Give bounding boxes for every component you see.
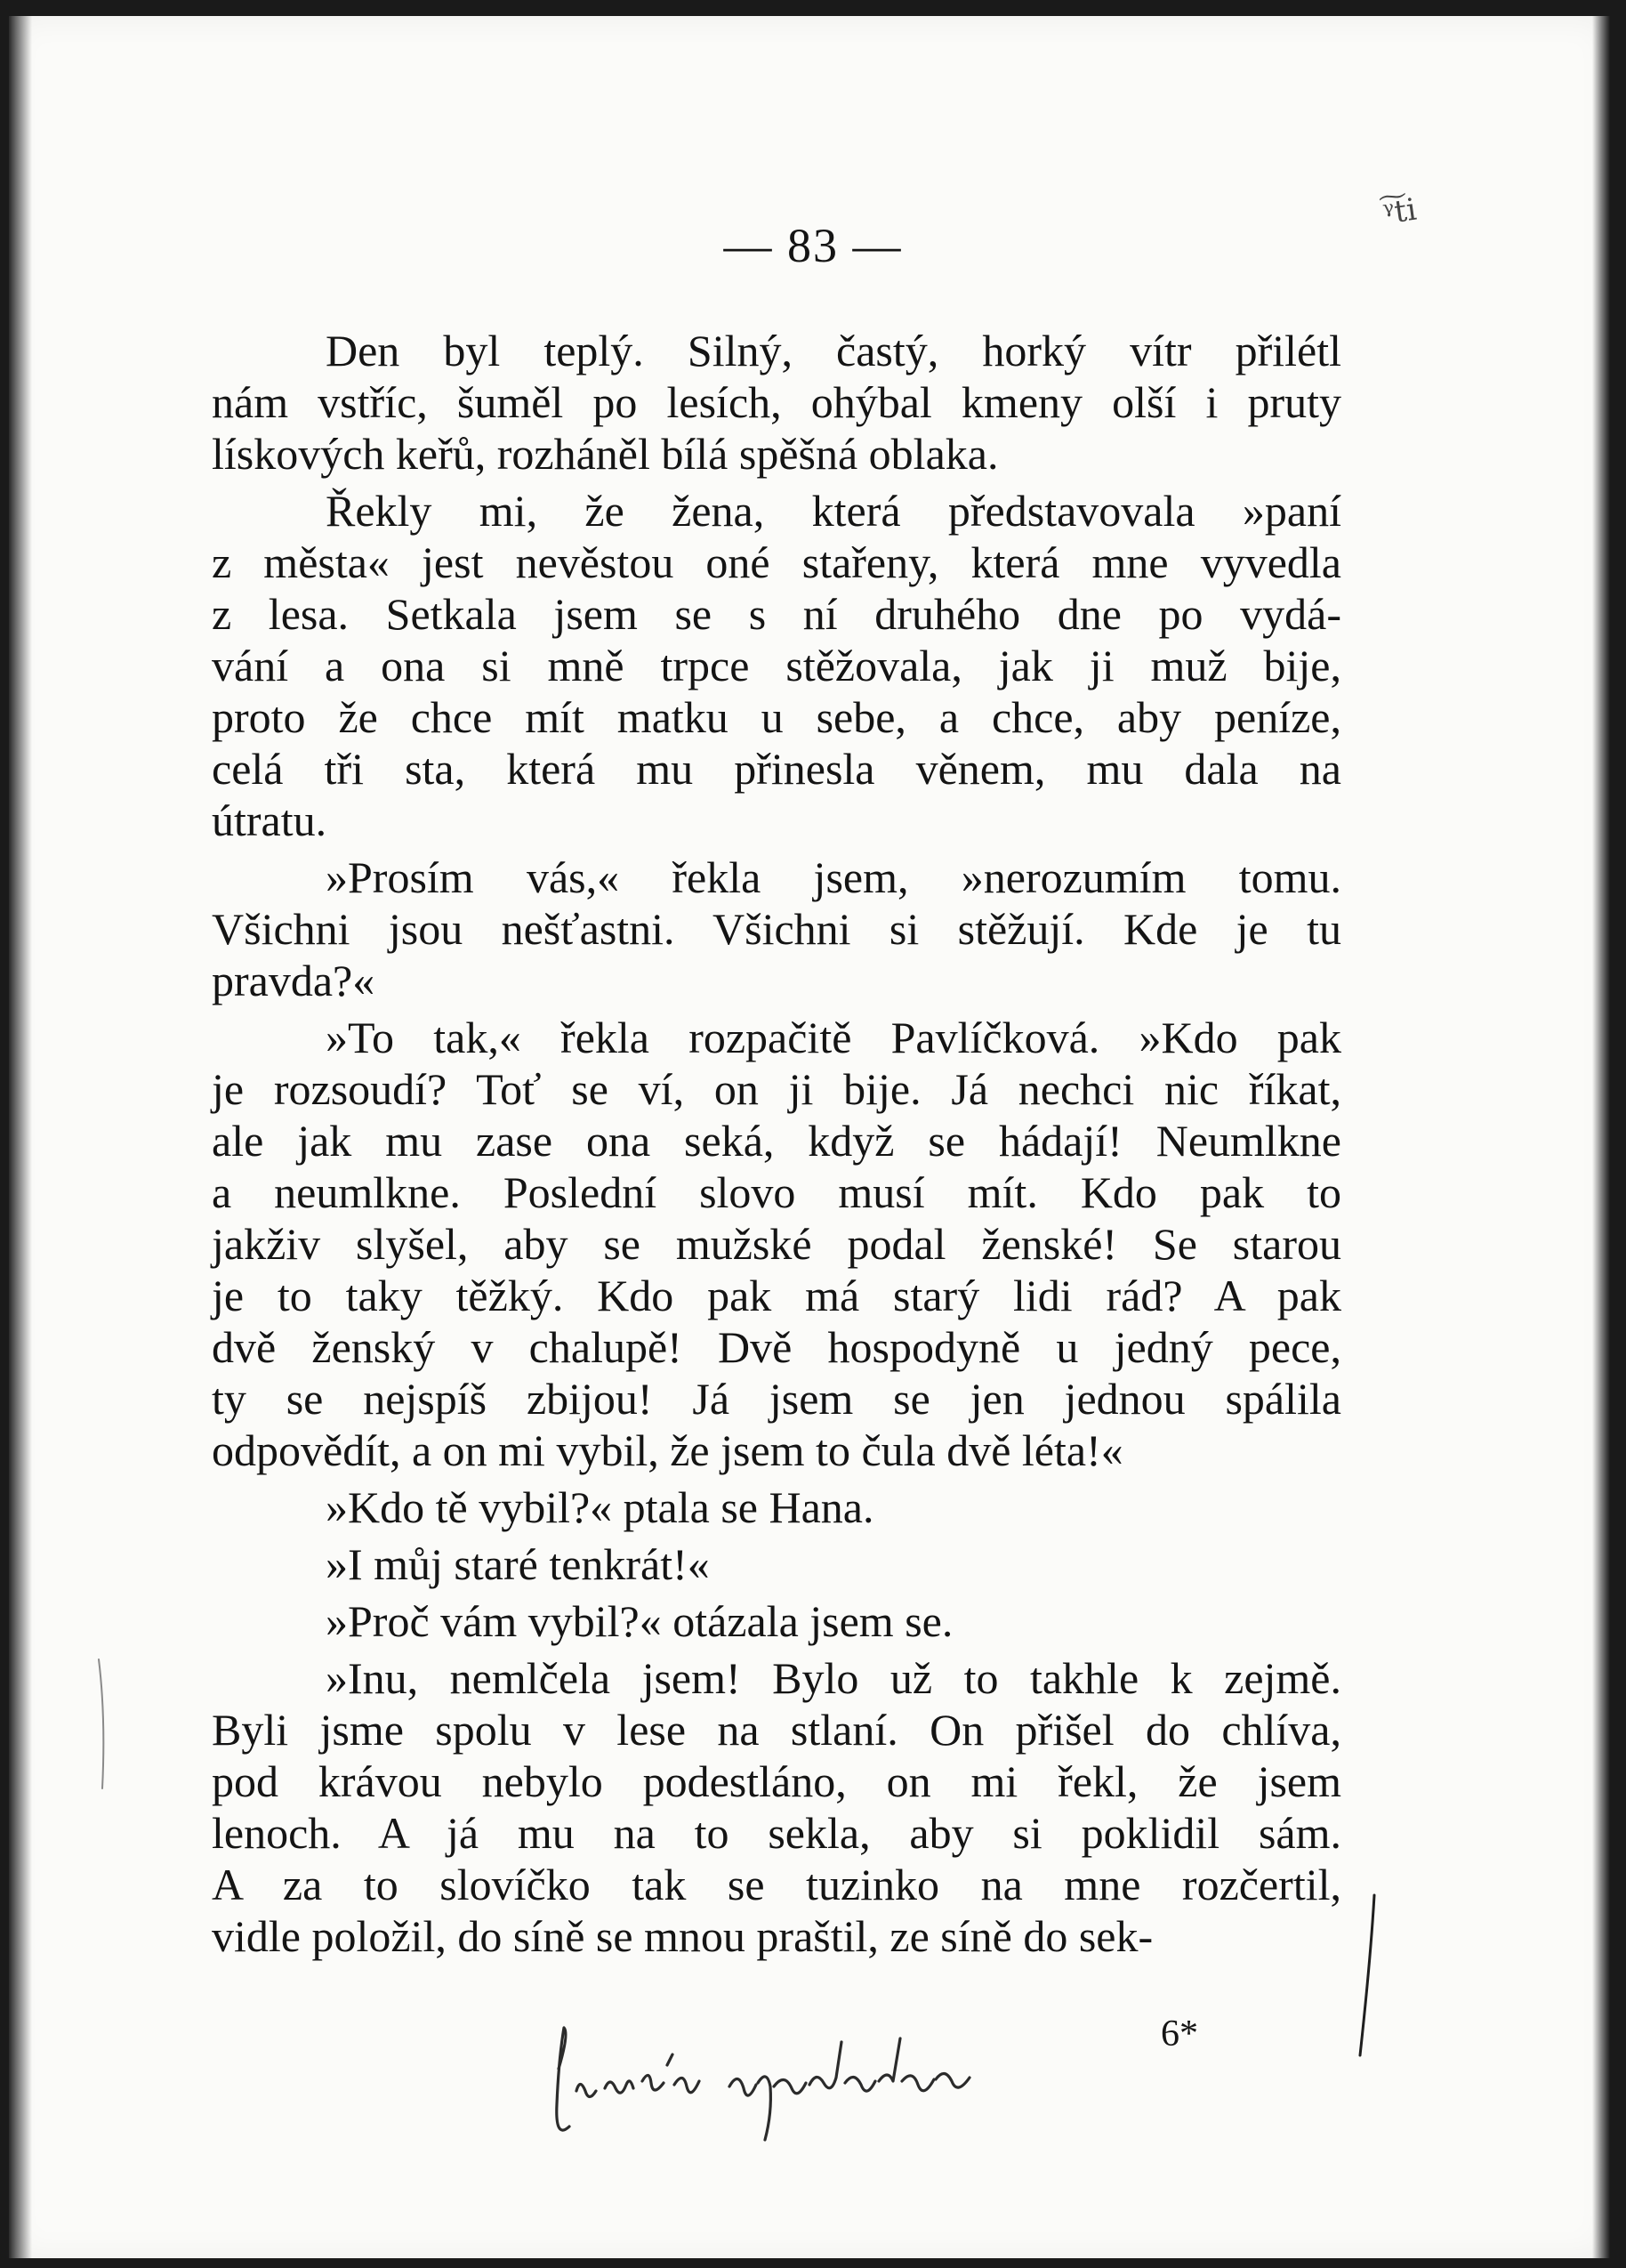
text-line: proto že chce mít matku u sebe, a chce, aby peníze, [212,692,1341,742]
signature-mark: 6* [1161,2014,1198,2054]
body-text [212,325,1341,1967]
text-line: Řekly mi, že žena, která představovala »paní [326,486,1341,536]
margin-stroke [1348,1886,1383,2064]
text-line: pod krávou nebylo podestláno, on mi řekl, že jsem [212,1756,1341,1806]
scan-edge-left [9,16,32,2258]
text-line: »I můj staré tenkrát!« [326,1539,710,1589]
margin-stroke-left [93,1655,120,1797]
page-number: — 83 — [723,219,903,272]
text-line: »Inu, nemlčela jsem! Bylo už to takhle k zejmě. [326,1653,1341,1703]
text-line: »Prosím vás,« řekla jsem, »nerozumím tomu. [326,852,1341,902]
text-line: odpovědít, a on mi vybil, že jsem to čula dvě léta!« [212,1425,1123,1475]
text-line: Byli jsme spolu v lese na stlaní. On přišel do chlíva, [212,1705,1341,1755]
paragraph [212,1652,1341,1962]
text-line: lenoch. A já mu na to sekla, aby si poklidil sám. [212,1808,1341,1858]
text-line: vidle položil, do síně se mnou praštil, ze síně do sek- [212,1911,1154,1961]
text-line: je rozsoudí? Toť se ví, on ji bije. Já nechci nic říkat, [212,1064,1341,1114]
text-line: útratu. [212,795,327,845]
text-line: celá tři sta, která mu přinesla věnem, mu dala na [212,744,1341,794]
paragraph [212,325,1341,480]
paragraph [212,1538,1341,1590]
paragraph [212,852,1341,1006]
handwritten-note [534,2006,1032,2149]
text-line: je to taky těžký. Kdo pak má starý lidi rád? A pak [212,1271,1341,1320]
text-line: »Kdo tě vybil?« ptala se Hana. [326,1482,874,1532]
paragraph [212,485,1341,846]
scan-edge-right [1592,16,1610,2258]
paragraph [212,1481,1341,1533]
text-line: Všichni jsou nešťastni. Všichni si stěžují. Kde je tu [212,904,1341,954]
text-line: ty se nejspíš zbijou! Já jsem se jen jednou spálila [212,1374,1341,1424]
text-line: dvě ženský v chalupě! Dvě hospodyně u jedný pece, [212,1322,1341,1372]
text-line: z lesa. Setkala jsem se s ní druhého dne po vydá- [212,589,1341,639]
paragraph [212,1595,1341,1647]
text-line: »Proč vám vybil?« otázala jsem se. [326,1596,954,1646]
text-line: lískových keřů, rozháněl bílá spěšná oblaka. [212,429,999,479]
text-line: A za to slovíčko tak se tuzinko na mne rozčertil, [212,1860,1341,1909]
text-line: jakživ slyšel, aby se mužské podal ženské! Se starou [212,1219,1341,1269]
corner-mark: ᵞ͠ti [1380,191,1419,232]
text-line: nám vstříc, šuměl po lesích, ohýbal kmeny olší i pruty [212,377,1341,427]
text-line: vání a ona si mně trpce stěžovala, jak ji muž bije, [212,641,1341,690]
text-line: pravda?« [212,956,375,1005]
text-line: ale jak mu zase ona seká, když se hádají! Neumlkne [212,1116,1341,1166]
paragraph [212,1012,1341,1476]
text-line: »To tak,« řekla rozpačitě Pavlíčková. »Kdo pak [326,1013,1341,1062]
text-line: z města« jest nevěstou oné stařeny, která mne vyvedla [212,537,1341,587]
text-line: Den byl teplý. Silný, častý, horký vítr přilétl [326,326,1341,375]
text-line: a neumlkne. Poslední slovo musí mít. Kdo pak to [212,1167,1341,1217]
